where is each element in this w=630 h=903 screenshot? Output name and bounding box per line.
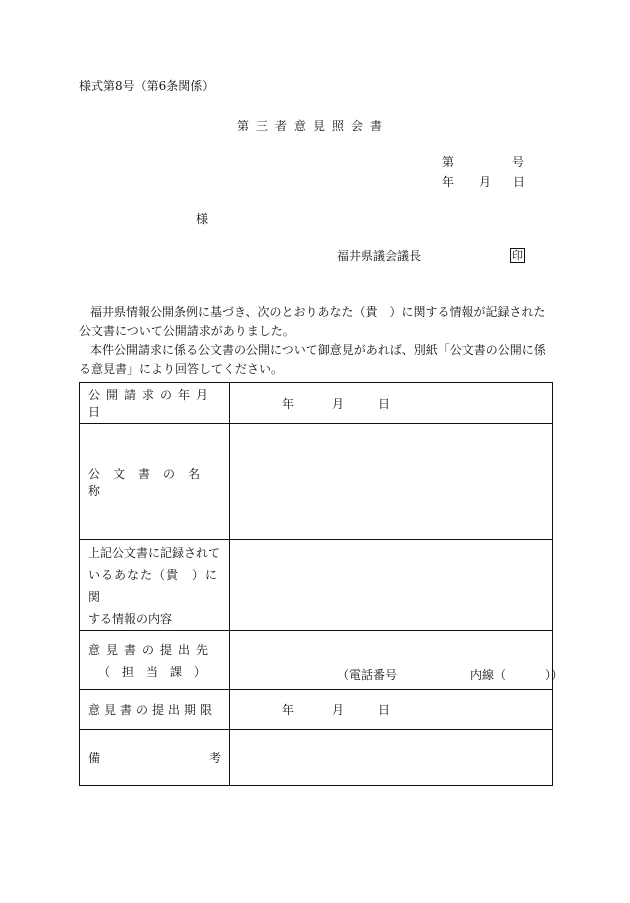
- table-row: [80, 690, 553, 730]
- body-paragraph-1: 福井県情報公開条例に基づき、次のとおりあなた（貴 ）に関する情報が記録された公文書について公開請求がありました。: [79, 305, 546, 338]
- day-label: 日: [378, 396, 391, 411]
- form-number: 様式第8号（第6条関係）: [79, 79, 215, 93]
- inquiry-table: [79, 382, 564, 786]
- submit-to-cell[interactable]: [230, 631, 564, 690]
- document-name-cell[interactable]: [230, 424, 553, 540]
- request-date-label: 公開請求の年月日: [80, 383, 230, 424]
- document-number-suffix: 号: [512, 155, 525, 169]
- info-content-cell[interactable]: [230, 540, 553, 631]
- month-label: 月: [332, 703, 345, 717]
- body-paragraph-2: 本件公開請求に係る公文書の公開について御意見があれば、別紙「公文書の公開に係る意見書」により回答してください。: [79, 343, 546, 376]
- tel-open: （電話番号: [337, 668, 398, 682]
- info-label-line3: する情報の内容: [88, 612, 173, 626]
- remarks-label-2: 考: [208, 751, 221, 765]
- info-label-line1: 上記公文書に記録されて: [88, 546, 221, 560]
- deadline-label: 意見書の提出期限: [80, 690, 230, 730]
- table-row: [80, 631, 553, 690]
- year-label: 年: [282, 703, 295, 717]
- day-label: 日: [513, 175, 526, 189]
- issuer-name: 福井県議会議長: [337, 249, 422, 263]
- table-row: [80, 424, 553, 540]
- day-label: 日: [378, 703, 391, 717]
- addressee-suffix: 様: [196, 212, 209, 226]
- deadline-cell[interactable]: [230, 690, 553, 730]
- document-name-label: 公文書の名称: [80, 424, 230, 540]
- remarks-cell[interactable]: [230, 730, 553, 786]
- remarks-label: [80, 730, 230, 786]
- issue-date: [442, 176, 525, 188]
- submit-to-sub: （担当課）: [98, 665, 219, 679]
- document-number-prefix: 第: [442, 155, 455, 169]
- request-date-cell[interactable]: [230, 383, 553, 424]
- month-label: 月: [479, 175, 492, 189]
- tel-close: ））: [545, 668, 564, 682]
- submit-to-label: [80, 631, 230, 690]
- remarks-label-1: 備: [88, 751, 101, 765]
- table-row: [80, 730, 553, 786]
- year-label: 年: [442, 175, 455, 189]
- table-row: [80, 383, 553, 424]
- extension-label: 内線（: [470, 668, 507, 682]
- submit-to-title: 意見書の提出先: [88, 643, 215, 657]
- table-row: [80, 540, 553, 631]
- month-label: 月: [332, 396, 345, 411]
- info-label-line2: いるあなた（貴 ）に関: [88, 568, 219, 604]
- year-label: 年: [282, 396, 295, 411]
- info-content-label: [80, 540, 230, 631]
- seal-stamp: 印: [512, 249, 523, 262]
- document-title: 第三者意見照会書: [237, 119, 390, 133]
